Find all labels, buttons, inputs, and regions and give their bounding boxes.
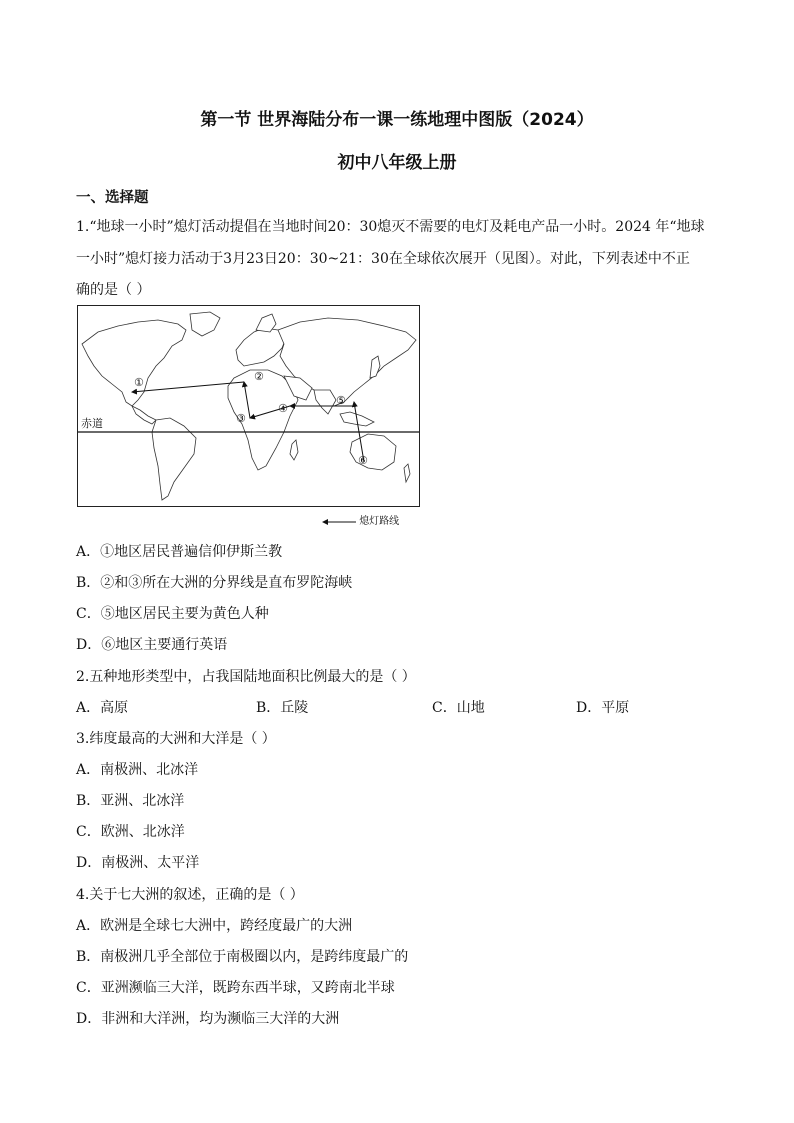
q3-option-b[interactable]: B．亚洲、北冰洋 [76,793,185,809]
legend-label: 熄灯路线 [359,516,400,527]
marker-6: ⑥ [358,454,368,467]
q3-option-d[interactable]: D．南极洲、太平洋 [76,855,200,871]
marker-3: ③ [236,412,246,425]
route-2-to-1 [132,382,244,392]
marker-4: ④ [278,402,288,415]
south-america-landmass [152,418,196,500]
madagascar-landmass [290,440,298,460]
europe-landmass [236,328,286,366]
q2-option-d[interactable]: D．平原 [576,700,630,716]
q1-option-a[interactable]: A．①地区居民普遍信仰伊斯兰教 [76,544,283,560]
greenland-landmass [190,312,220,336]
marker-5: ⑤ [336,394,346,407]
q1-stem-line-3: 确的是（ ） [76,282,151,298]
q2-option-c[interactable]: C．山地 [432,700,485,716]
legend-arrow-icon [322,518,356,526]
q4-option-d[interactable]: D．非洲和大洋洲，均为濒临三大洋的大洲 [76,1011,340,1027]
section-heading: 一、选择题 [76,190,149,206]
new-zealand-landmass [404,464,410,482]
central-america-landmass [132,406,156,424]
q4-option-b[interactable]: B．南极洲几乎全部位于南极圈以内，是跨纬度最广的 [76,949,409,965]
q1-option-b[interactable]: B．②和③所在大洲的分界线是直布罗陀海峡 [76,575,353,591]
q3-stem: 3.纬度最高的大洲和大洋是（ ） [76,731,276,747]
q3-option-c[interactable]: C．欧洲、北冰洋 [76,824,185,840]
marker-2: ② [254,370,264,383]
q3-option-a[interactable]: A．南极洲、北冰洋 [76,762,199,778]
world-map [78,306,419,506]
map-legend [322,512,399,527]
world-map-figure [77,305,420,507]
q4-option-c[interactable]: C．亚洲濒临三大洋，既跨东西半球，又跨南北半球 [76,980,395,996]
q4-option-a[interactable]: A．欧洲是全球七大洲中，跨经度最广的大洲 [76,918,353,934]
q1-option-d[interactable]: D．⑥地区主要通行英语 [76,637,228,653]
q2-stem: 2.五种地形类型中，占我国陆地面积比例最大的是（ ） [76,669,416,685]
q2-option-b[interactable]: B．丘陵 [256,700,309,716]
equator-label: 赤道 [81,417,103,430]
q1-stem-line-1: 1.“地球一小时”熄灯活动提倡在当地时间20：30熄灭不需要的电灯及耗电产品一小时。2024 年“地球 [76,219,705,235]
q1-option-c[interactable]: C．⑤地区居民主要为黄色人种 [76,606,269,622]
q1-stem-line-2: 一小时”熄灯接力活动于3月23日20：30~21：30在全球依次展开（见图）。对此，下列表述中不正 [76,251,690,267]
marker-1: ① [134,376,144,389]
page-subtitle: 初中八年级上册 [337,153,457,173]
north-america-landmass [82,320,186,406]
q2-option-a[interactable]: A．高原 [76,700,129,716]
australia-landmass [350,434,396,470]
q4-stem: 4.关于七大洲的叙述，正确的是（ ） [76,887,304,903]
page-title: 第一节 世界海陆分布一课一练地理中图版（2024） [200,110,594,130]
